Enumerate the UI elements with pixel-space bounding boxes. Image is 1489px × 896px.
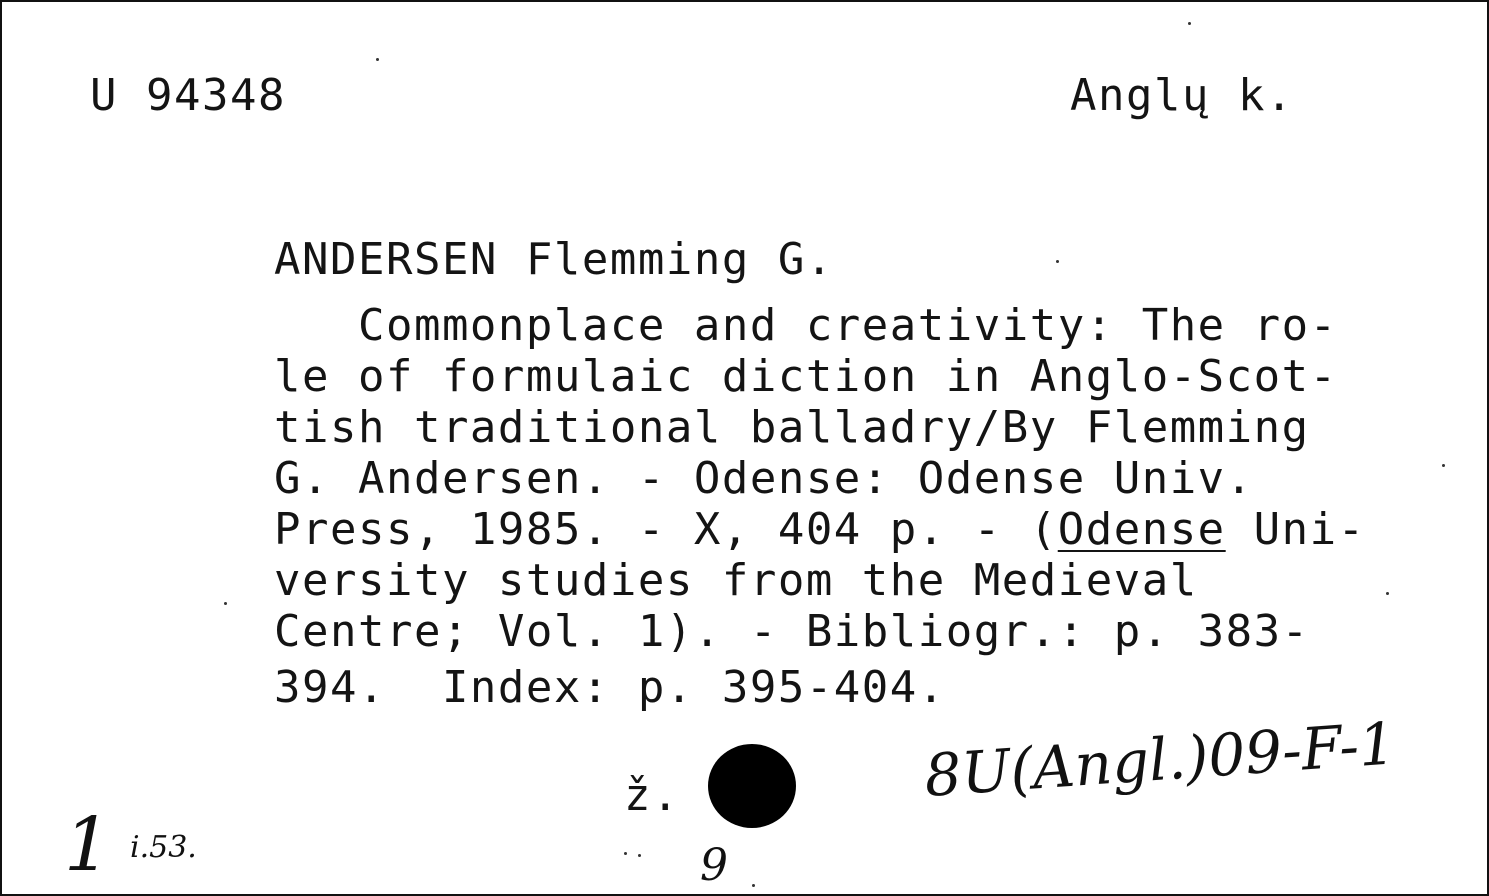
description-line-5 [274,504,1366,555]
handwritten-copies-note: i.53. [130,830,197,865]
speck [1056,260,1059,263]
handwritten-copies: 1 [64,802,112,888]
description-line-8: 394. Index: p. 395-404. [274,662,946,713]
speck [1188,22,1191,25]
description-line-7: Centre; Vol. 1). - Bibliogr.: p. 383- [274,606,1310,657]
description-line-5-text: Press, 1985. - X, 404 p. - ( [274,504,1058,555]
handwritten-bottom-number: 9 [700,840,728,891]
speck [1386,592,1389,595]
description-line-5-tail: Uni- [1225,504,1366,555]
description-line-4: G. Andersen. - Odense: Odense Univ. [274,453,1254,504]
speck [224,602,227,605]
z-mark: ž. [624,770,680,821]
speck [752,884,755,887]
speck [1442,464,1445,467]
punch-hole [708,744,796,828]
speck [624,852,627,855]
series-underlined-word: Odense [1057,504,1226,555]
speck [376,58,379,61]
description-line-2: le of formulaic diction in Anglo-Scot- [274,351,1338,402]
description-line-3: tish traditional balladry/By Flemming [274,402,1310,453]
author-heading: ANDERSEN Flemming G. [274,234,834,285]
language-label: Anglų k. [1070,70,1294,121]
handwritten-classification: 8U(Angl.)09-F-1 [922,709,1398,810]
description-line-6: versity studies from the Medieval [274,555,1198,606]
call-number: U 94348 [90,70,286,121]
description-line-1: Commonplace and creativity: The ro- [274,300,1338,351]
speck [638,854,641,857]
